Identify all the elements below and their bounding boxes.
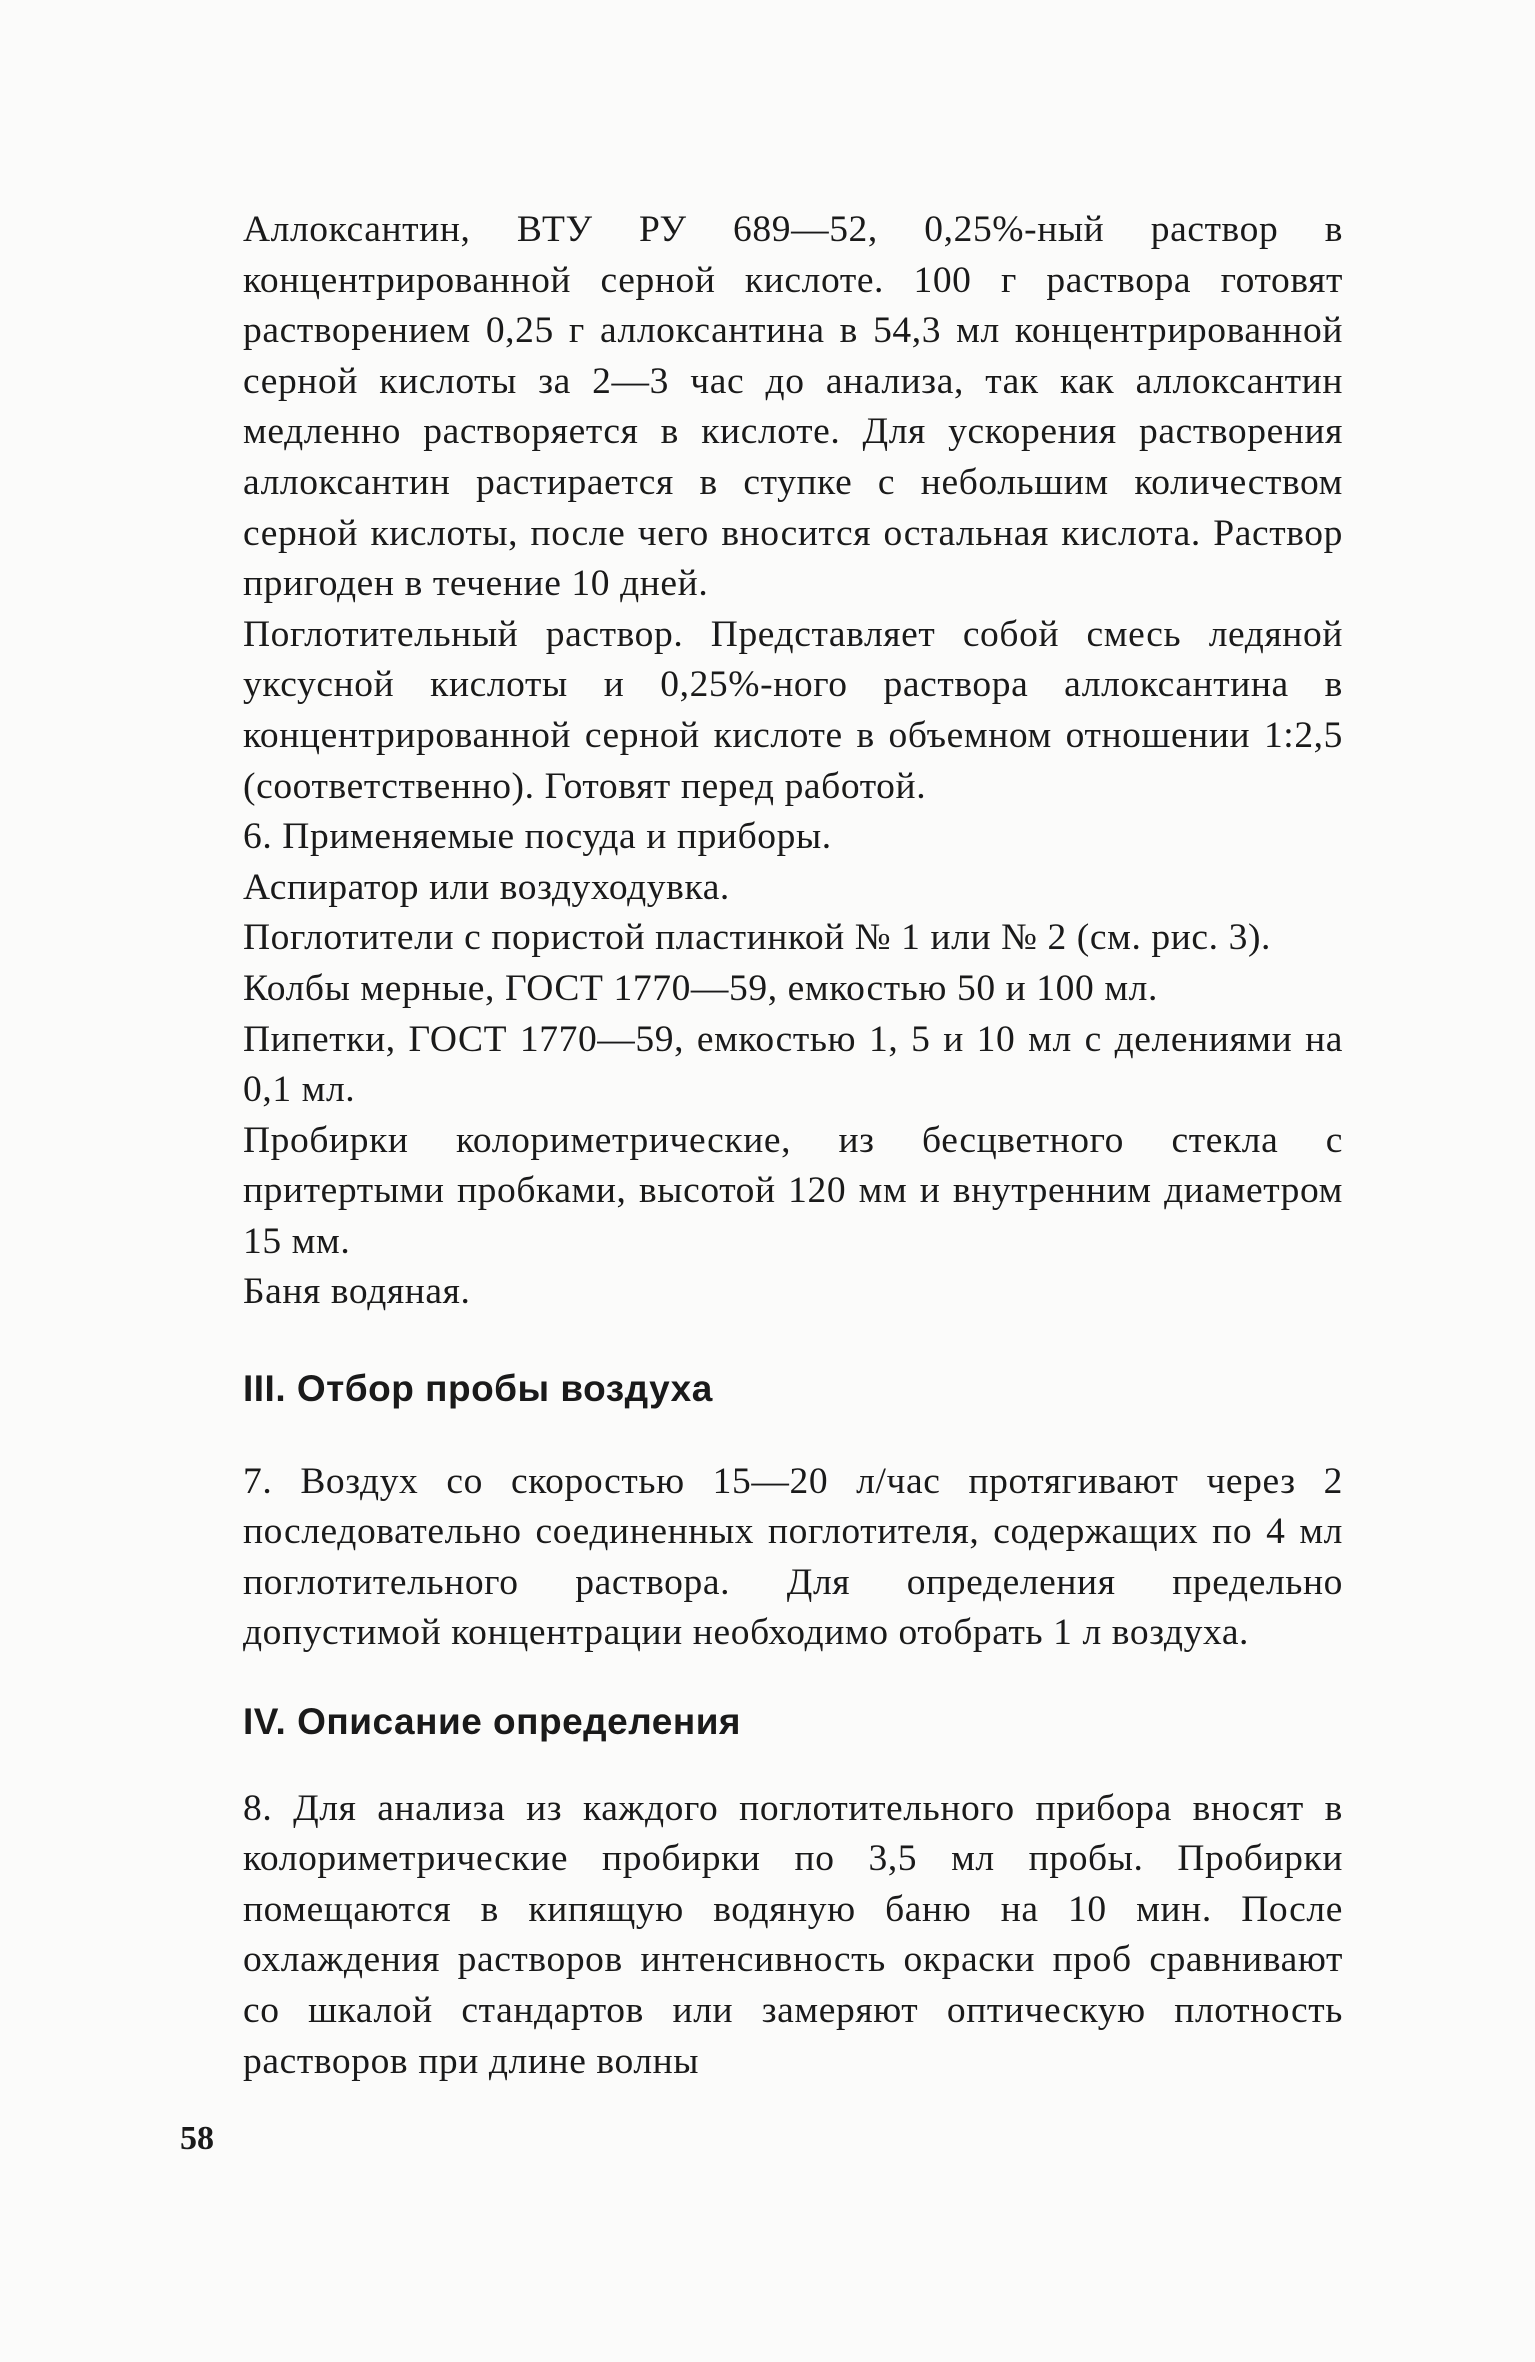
paragraph-pipettes: Пипетки, ГОСТ 1770—59, емкостью 1, 5 и 10 мл с делениями на 0,1 мл.	[243, 1018, 1343, 1111]
paragraph-water-bath: Баня водяная.	[243, 1271, 471, 1313]
paragraph-flasks: Колбы мерные, ГОСТ 1770—59, емкостью 50 и 100 мл.	[243, 967, 1158, 1009]
section-heading-air-sampling: III. Отбор пробы воздуха	[243, 1368, 713, 1410]
paragraph-aspirator: Аспиратор или воздуходувка.	[243, 866, 730, 908]
paragraph-absorbing-solution: Поглотительный раствор. Представляет собой смесь ледяной уксусной кислоты и 0,25%-ного раствора аллоксантина в концентрированной серной кислоте в объемном отношении 1:2,5 (соответственно). Готовят перед работой.	[243, 613, 1343, 807]
page-number: 58	[180, 2120, 214, 2157]
paragraph-absorbers: Поглотители с пористой пластинкой № 1 или № 2 (см. рис. 3).	[243, 917, 1272, 959]
paragraph-determination: 8. Для анализа из каждого поглотительного прибора вносят в колориметрические пробирки по 3,5 мл пробы. Пробирки помещаются в кипящую водяную баню на 10 мин. После охлаждения растворов интенсивность окраски проб сравнивают со шкалой стандартов или замеряют оптическую плотность растворов при длине волны	[243, 1787, 1343, 2082]
section-heading-determination: IV. Описание определения	[243, 1701, 742, 1743]
paragraph-section-6-title: 6. Применяемые посуда и приборы.	[243, 816, 832, 858]
paragraph-test-tubes: Пробирки колориметрические, из бесцветного стекла с притертыми пробками, высотой 120 мм и внутренним диаметром 15 мм.	[243, 1119, 1343, 1262]
paragraph-air-sampling: 7. Воздух со скоростью 15—20 л/час протягивают через 2 последовательно соединенных поглотителя, содержащих по 4 мл поглотительного раствора. Для определения предельно допустимой концентрации необходимо отобрать 1 л воздуха.	[243, 1460, 1343, 1654]
body-text	[243, 205, 1343, 2087]
paragraph-alloxantin-reagent: Аллоксантин, ВТУ РУ 689—52, 0,25%-ный раствор в концентрированной серной кислоте. 100 г раствора готовят растворением 0,25 г аллоксантина в 54,3 мл концентрированной серной кислоты за 2—3 час до анализа, так как аллоксантин медленно растворяется в кислоте. Для ускорения растворения аллоксантин растирается в ступке с небольшим количеством серной кислоты, после чего вносится остальная кислота. Раствор пригоден в течение 10 дней.	[243, 209, 1343, 605]
